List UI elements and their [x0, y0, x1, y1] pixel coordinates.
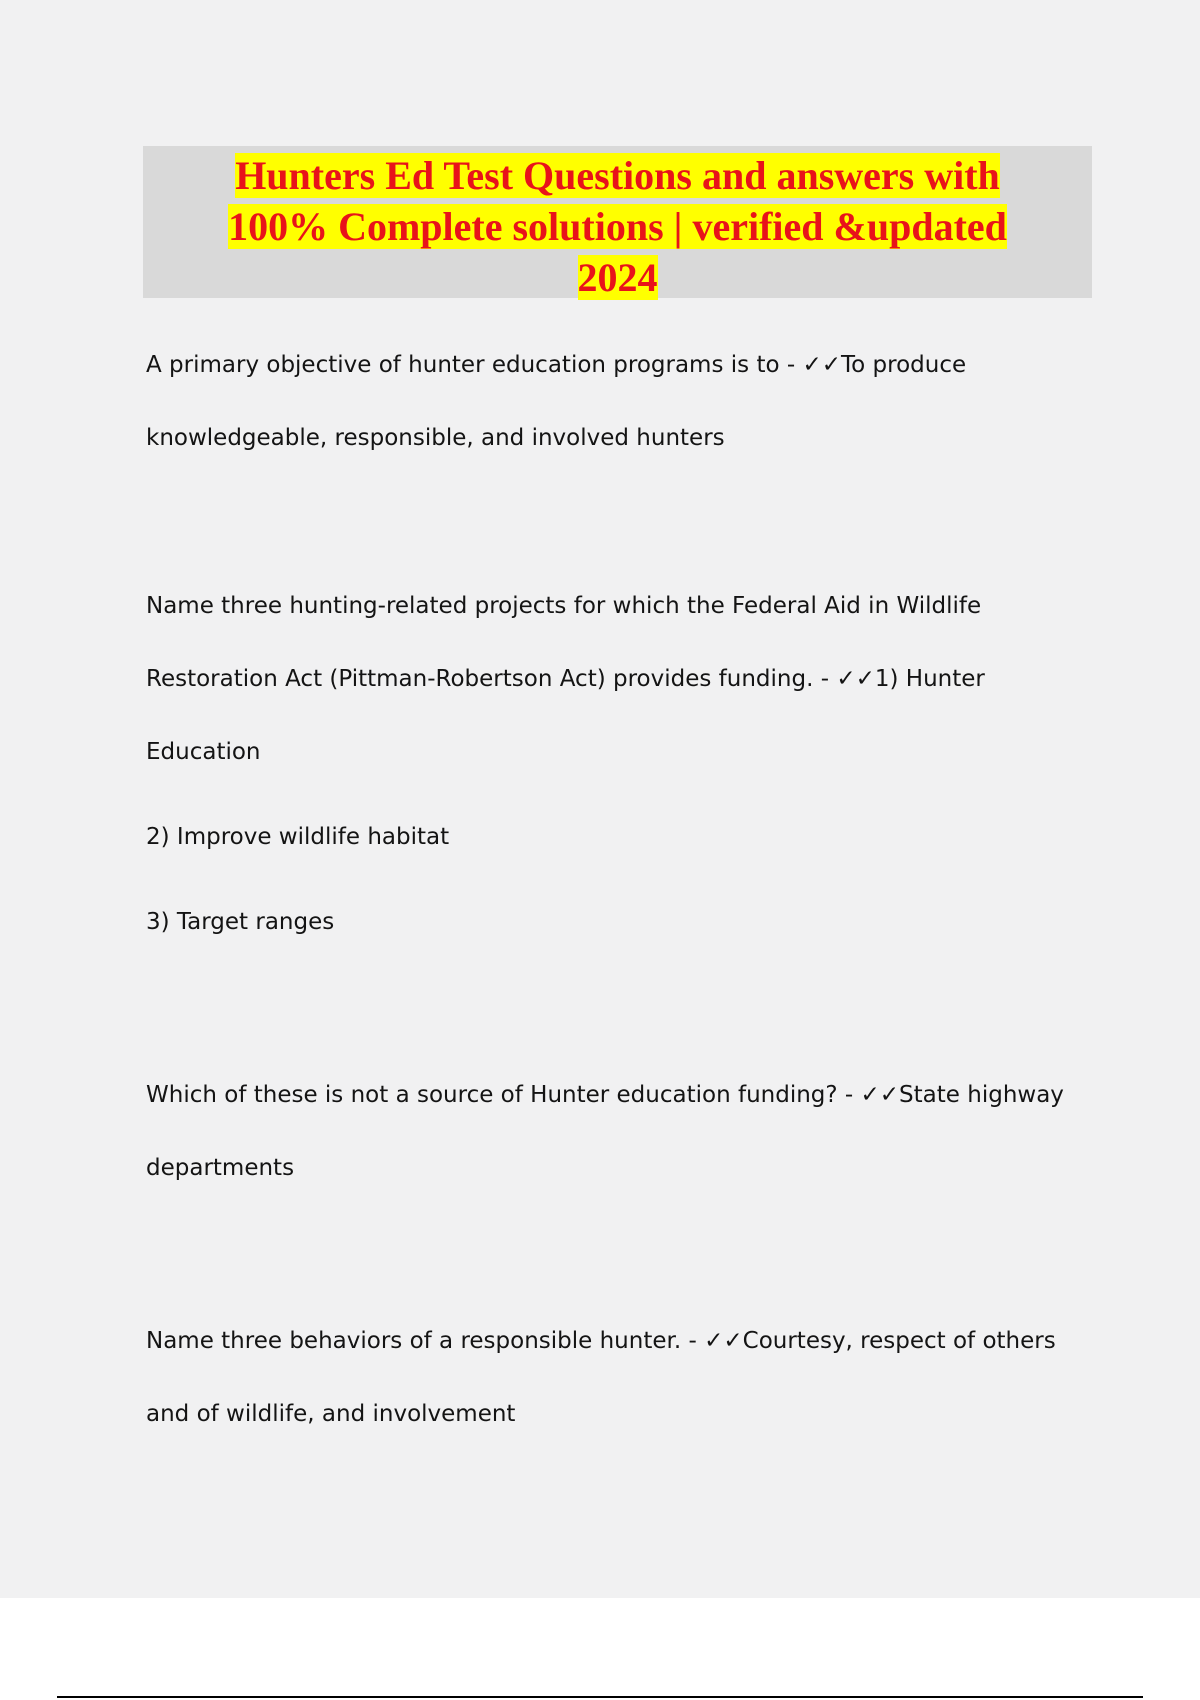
footer-divider: [57, 1696, 1143, 1698]
text-line: departments: [146, 1155, 295, 1181]
qa-item-2: [146, 570, 1106, 789]
text-line: A primary objective of hunter education programs is to - ✓✓To produce: [146, 352, 967, 378]
list-item: [146, 886, 1106, 959]
text-line: Name three hunting-related projects for which the Federal Aid in Wildlife: [146, 593, 982, 619]
title-line: 100% Complete solutions | verified &updated: [228, 204, 1007, 249]
list-item: [146, 801, 1106, 874]
list-item-text: 3) Target ranges: [146, 909, 335, 935]
qa-item-3: [146, 1059, 1106, 1205]
document-title: [143, 150, 1092, 303]
text-line: Name three behaviors of a responsible hunter. - ✓✓Courtesy, respect of others: [146, 1328, 1056, 1354]
text-line: Education: [146, 739, 261, 765]
text-line: and of wildlife, and involvement: [146, 1401, 516, 1427]
title-line: Hunters Ed Test Questions and answers with: [235, 153, 1000, 198]
list-item-text: 2) Improve wildlife habitat: [146, 824, 450, 850]
text-line: Restoration Act (Pittman-Robertson Act) provides funding. - ✓✓1) Hunter: [146, 666, 985, 692]
title-line: 2024: [577, 255, 658, 300]
qa-item-4: [146, 1305, 1106, 1451]
qa-item-1: [146, 329, 1106, 475]
text-line: Which of these is not a source of Hunter education funding? - ✓✓State highway: [146, 1082, 1064, 1108]
text-line: knowledgeable, responsible, and involved hunters: [146, 425, 725, 451]
